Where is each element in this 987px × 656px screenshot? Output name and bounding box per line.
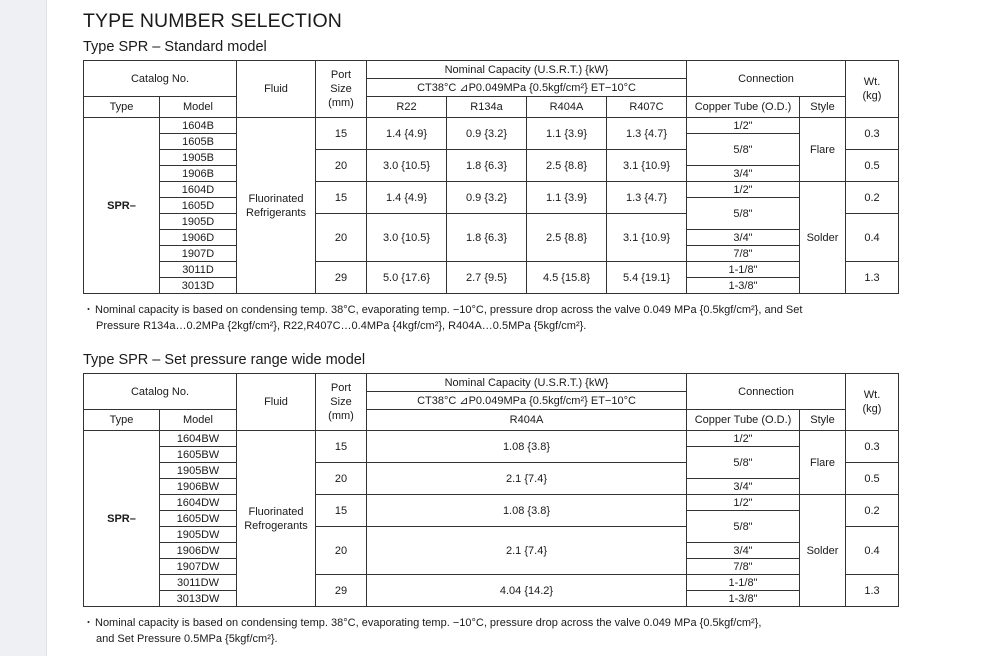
model-cell: 1906B [160, 166, 237, 182]
type-header: Type [84, 97, 160, 118]
style-header: Style [800, 410, 846, 431]
conditions-header: CT38°C ⊿P0.049MPa {0.5kgf/cm²} ET−10°C [367, 392, 687, 410]
model-cell: 1605B [160, 134, 237, 150]
footnote-text: and Set Pressure 0.5MPa {5kgf/cm²}. [96, 633, 278, 645]
tube-cell: 3/4" [687, 166, 800, 182]
tube-cell: 1-1/8" [687, 575, 800, 591]
model-cell: 1604BW [160, 431, 237, 447]
fluid-label: Refrigerants [246, 206, 306, 219]
capacity-cell: 0.9 {3.2} [447, 182, 527, 214]
bullet-mark: ・ [83, 617, 94, 629]
model-cell: 1907D [160, 246, 237, 262]
port-size-unit: (mm) [328, 97, 354, 109]
wide-table-body [84, 431, 899, 607]
capacity-cell: 1.4 {4.9} [367, 182, 447, 214]
capacity-cell: 3.0 {10.5} [367, 214, 447, 262]
port-size-cell: 15 [316, 118, 367, 150]
tube-cell: 3/4" [687, 479, 800, 495]
capacity-cell: 2.1 {7.4} [367, 527, 687, 575]
port-size-cell: 15 [316, 182, 367, 214]
tube-cell: 5/8" [687, 198, 800, 230]
fluid-label: Refrogerants [244, 519, 308, 532]
weight-label: Wt. [863, 389, 881, 401]
tube-cell: 1/2" [687, 495, 800, 511]
tube-cell: 1-3/8" [687, 591, 800, 607]
tube-cell: 5/8" [687, 134, 800, 166]
fluid-header: Fluid [237, 61, 316, 118]
weight-label: Wt. [863, 76, 881, 88]
capacity-cell: 1.08 {3.8} [367, 495, 687, 527]
bullet-mark: ・ [83, 304, 94, 316]
style-cell: Flare [800, 431, 846, 495]
model-cell: 1605BW [160, 447, 237, 463]
type-header: Type [84, 410, 160, 431]
nominal-capacity-header: Nominal Capacity (U.S.R.T.) {kW} [367, 61, 687, 79]
tube-cell: 5/8" [687, 447, 800, 479]
model-cell: 1905BW [160, 463, 237, 479]
weight-cell: 0.3 [846, 118, 899, 150]
model-cell: 1604D [160, 182, 237, 198]
tube-cell: 1/2" [687, 182, 800, 198]
left-sidebar [0, 0, 47, 656]
port-size-cell: 29 [316, 575, 367, 607]
port-size-label: Port [330, 69, 352, 81]
model-cell: 1906DW [160, 543, 237, 559]
catalog-no-header: Catalog No. [84, 374, 237, 410]
model-cell: 1906D [160, 230, 237, 246]
model-cell: 1605DW [160, 511, 237, 527]
footnote-text: Pressure R134a…0.2MPa {2kgf/cm²}, R22,R407C…0.4MPa {4kgf/cm²}, R404A…0.5MPa {5kgf/cm²}. [96, 320, 587, 332]
tube-cell: 3/4" [687, 230, 800, 246]
capacity-cell: 0.9 {3.2} [447, 118, 527, 150]
model-header: Model [160, 97, 237, 118]
weight-cell: 1.3 [846, 262, 899, 294]
port-size-cell: 15 [316, 495, 367, 527]
model-header: Model [160, 410, 237, 431]
weight-cell: 0.5 [846, 150, 899, 182]
page-title: TYPE NUMBER SELECTION [83, 10, 342, 32]
refrigerant-header: R22 [367, 97, 447, 118]
port-size-cell: 15 [316, 431, 367, 463]
fluid-label: Fluorinated [248, 192, 304, 205]
tube-cell: 1/2" [687, 118, 800, 134]
weight-cell: 0.3 [846, 431, 899, 463]
capacity-cell: 1.3 {4.7} [607, 182, 687, 214]
standard-footnote [83, 302, 903, 334]
refrigerant-header: R404A [367, 410, 687, 431]
tube-cell: 7/8" [687, 246, 800, 262]
tube-cell: 1/2" [687, 431, 800, 447]
weight-unit: (kg) [862, 90, 882, 102]
weight-cell: 0.4 [846, 214, 899, 262]
port-size-cell: 20 [316, 463, 367, 495]
capacity-cell: 1.3 {4.7} [607, 118, 687, 150]
capacity-cell: 4.5 {15.8} [527, 262, 607, 294]
capacity-cell: 3.1 {10.9} [607, 150, 687, 182]
footnote-text: Nominal capacity is based on condensing temp. 38°C, evaporating temp. −10°C, pressure drop across the valve 0.049 MPa {0.5kgf/cm²}, [95, 617, 762, 629]
model-cell: 1605D [160, 198, 237, 214]
fluid-header: Fluid [237, 374, 316, 431]
fluid-cell [237, 431, 316, 607]
capacity-cell: 1.1 {3.9} [527, 118, 607, 150]
weight-cell: 1.3 [846, 575, 899, 607]
model-cell: 1604B [160, 118, 237, 134]
capacity-cell: 2.1 {7.4} [367, 463, 687, 495]
port-size-header [316, 61, 367, 118]
port-size-label: Size [330, 396, 352, 408]
port-size-label: Size [330, 83, 352, 95]
tube-cell: 5/8" [687, 511, 800, 543]
capacity-cell: 2.7 {9.5} [447, 262, 527, 294]
capacity-cell: 1.08 {3.8} [367, 431, 687, 463]
capacity-cell: 3.0 {10.5} [367, 150, 447, 182]
type-cell: SPR– [84, 118, 160, 294]
port-size-cell: 20 [316, 150, 367, 182]
style-cell: Flare [800, 118, 846, 182]
tube-cell: 7/8" [687, 559, 800, 575]
port-size-label: Port [330, 382, 352, 394]
capacity-cell: 1.1 {3.9} [527, 182, 607, 214]
model-cell: 3011DW [160, 575, 237, 591]
fluid-label: Fluorinated [248, 505, 304, 518]
weight-cell: 0.4 [846, 527, 899, 575]
capacity-cell: 1.4 {4.9} [367, 118, 447, 150]
wide-footnote [83, 615, 903, 647]
connection-header: Connection [687, 374, 846, 410]
fluid-cell [237, 118, 316, 294]
refrigerant-header: R407C [607, 97, 687, 118]
port-size-header [316, 374, 367, 431]
port-size-cell: 29 [316, 262, 367, 294]
weight-cell: 0.2 [846, 182, 899, 214]
copper-tube-header: Copper Tube (O.D.) [687, 97, 800, 118]
catalog-no-header: Catalog No. [84, 61, 237, 97]
standard-spec-table [83, 60, 899, 294]
connection-header: Connection [687, 61, 846, 97]
standard-section-title: Type SPR – Standard model [83, 39, 267, 55]
model-cell: 1905DW [160, 527, 237, 543]
capacity-cell: 5.0 {17.6} [367, 262, 447, 294]
port-size-cell: 20 [316, 214, 367, 262]
capacity-cell: 3.1 {10.9} [607, 214, 687, 262]
type-cell: SPR– [84, 431, 160, 607]
weight-header [846, 61, 899, 118]
conditions-header: CT38°C ⊿P0.049MPa {0.5kgf/cm²} ET−10°C [367, 79, 687, 97]
model-cell: 3013DW [160, 591, 237, 607]
tube-cell: 1-3/8" [687, 278, 800, 294]
style-cell: Solder [800, 182, 846, 294]
capacity-cell: 2.5 {8.8} [527, 214, 607, 262]
weight-header [846, 374, 899, 431]
wide-spec-table [83, 373, 899, 607]
capacity-cell: 5.4 {19.1} [607, 262, 687, 294]
port-size-cell: 20 [316, 527, 367, 575]
weight-unit: (kg) [862, 403, 882, 415]
capacity-cell: 4.04 {14.2} [367, 575, 687, 607]
standard-table-body [84, 118, 899, 294]
style-cell: Solder [800, 495, 846, 607]
refrigerant-header: R134a [447, 97, 527, 118]
model-cell: 1905D [160, 214, 237, 230]
tube-cell: 3/4" [687, 543, 800, 559]
footnote-text: Nominal capacity is based on condensing temp. 38°C, evaporating temp. −10°C, pressure drop across the valve 0.049 MPa {0.5kgf/cm²}, and Set [95, 304, 803, 316]
wide-section-title: Type SPR – Set pressure range wide model [83, 352, 366, 368]
port-size-unit: (mm) [328, 410, 354, 422]
model-cell: 1604DW [160, 495, 237, 511]
copper-tube-header: Copper Tube (O.D.) [687, 410, 800, 431]
capacity-cell: 2.5 {8.8} [527, 150, 607, 182]
refrigerant-header: R404A [527, 97, 607, 118]
model-cell: 1906BW [160, 479, 237, 495]
model-cell: 1905B [160, 150, 237, 166]
model-cell: 3013D [160, 278, 237, 294]
style-header: Style [800, 97, 846, 118]
capacity-cell: 1.8 {6.3} [447, 214, 527, 262]
weight-cell: 0.2 [846, 495, 899, 527]
weight-cell: 0.5 [846, 463, 899, 495]
model-cell: 3011D [160, 262, 237, 278]
nominal-capacity-header: Nominal Capacity (U.S.R.T.) {kW} [367, 374, 687, 392]
model-cell: 1907DW [160, 559, 237, 575]
tube-cell: 1-1/8" [687, 262, 800, 278]
capacity-cell: 1.8 {6.3} [447, 150, 527, 182]
